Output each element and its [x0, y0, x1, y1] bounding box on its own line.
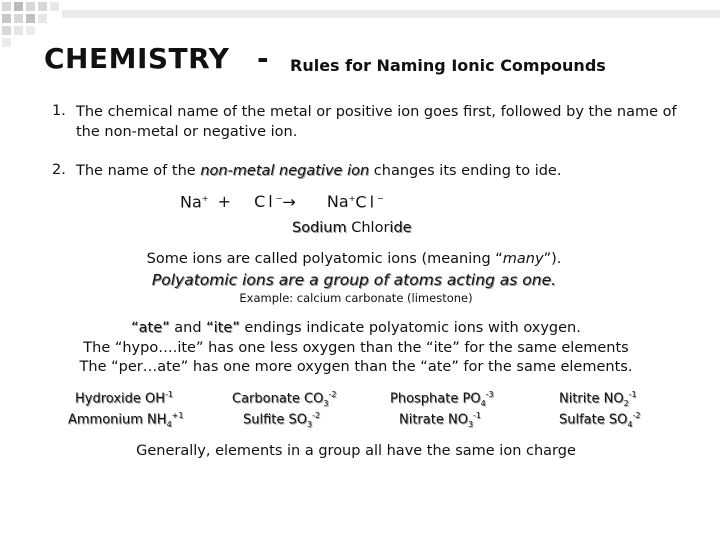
- eq-product-cl-charge: −: [377, 194, 384, 203]
- rule-2-ending: ide: [534, 163, 557, 179]
- rule-2-text: [76, 161, 561, 181]
- eq-plus: +: [217, 192, 231, 212]
- rule-2-middle: changes its ending to: [369, 163, 535, 179]
- eq-na: Na: [180, 192, 202, 212]
- polyatomic-definition: Polyatomic ions are a group of atoms acting as one.: [151, 271, 557, 289]
- eq-product-na-charge: +: [348, 194, 356, 203]
- ion-nitrite-name: Nitrite NO: [559, 391, 624, 407]
- ending-ate: “ate”: [131, 320, 170, 336]
- rule-1-text: [76, 102, 677, 142]
- ion-ammonium: [68, 411, 183, 429]
- ion-carbonate-charge: -2: [328, 390, 337, 399]
- endings-rest: endings indicate polyatomic ions with oxygen.: [239, 320, 581, 336]
- ion-nitrite: [559, 390, 637, 408]
- title-dash: -: [257, 42, 269, 75]
- ion-nitrite-subscript: 2: [623, 398, 629, 408]
- ion-sulfate-charge: -2: [632, 411, 641, 420]
- ion-carbonate: [232, 390, 336, 408]
- rule-1-line-2: the non-metal or negative ion.: [76, 124, 298, 140]
- ion-sulfite-name: Sulfite SO: [243, 412, 308, 428]
- ion-nitrate: [399, 411, 481, 429]
- ion-phosphate: [390, 390, 494, 408]
- ion-carbonate-name: Carbonate CO: [232, 391, 324, 407]
- page-subtitle: Rules for Naming Ionic Compounds: [290, 56, 606, 75]
- ion-sulfite-charge: -2: [312, 411, 321, 420]
- eq-product-cl: Cl: [355, 192, 378, 212]
- ion-ammonium-subscript: 4: [166, 419, 172, 429]
- page-title: CHEMISTRY: [44, 42, 230, 75]
- rule-2-suffix: .: [556, 163, 562, 179]
- ion-hydroxide-charge: -1: [165, 390, 174, 399]
- endings-and: and: [169, 320, 207, 336]
- ion-carbonate-subscript: 3: [323, 398, 329, 408]
- ending-ite: “ite”: [206, 320, 240, 336]
- ion-sulfate-name: Sulfate SO: [559, 412, 628, 428]
- ion-ammonium-charge: +1: [171, 411, 184, 420]
- eq-cl-charge: −: [275, 194, 283, 203]
- footer-note: Generally, elements in a group all have the same ion charge: [136, 443, 576, 459]
- ion-nitrate-name: Nitrate NO: [399, 412, 468, 428]
- rule-2-highlight: non-metal negative ion: [200, 163, 370, 179]
- corner-grid-decoration: [0, 0, 720, 44]
- endings-line: [0, 320, 716, 336]
- polyatomic-many: many: [502, 251, 544, 267]
- ion-hydroxide: [75, 390, 173, 406]
- ion-sulfate: [559, 411, 640, 429]
- product-name-sodium: Sodium: [292, 220, 347, 236]
- product-name-ide: ide: [389, 220, 412, 236]
- ion-phosphate-subscript: 4: [480, 398, 486, 408]
- ion-nitrate-subscript: 3: [467, 419, 474, 429]
- polyatomic-intro: [0, 251, 714, 267]
- eq-arrow: →: [282, 192, 296, 212]
- polyatomic-intro-middle: ions (meaning “: [382, 251, 503, 267]
- ion-hydroxide-name: Hydroxide OH: [75, 391, 166, 407]
- ion-sulfite: [243, 411, 320, 429]
- polyatomic-example: Example: calcium carbonate (limestone): [239, 291, 473, 305]
- ion-phosphate-name: Phosphate PO: [390, 391, 481, 407]
- product-name-chlor: Chlor: [346, 220, 390, 236]
- rule-1-line-1: The chemical name of the metal or positive ion goes first, followed by the name of: [76, 104, 677, 120]
- eq-product-na: Na: [326, 192, 349, 212]
- polyatomic-intro-prefix: Some ions are called: [146, 251, 303, 267]
- ion-ammonium-name: Ammonium NH: [68, 412, 167, 428]
- polyatomic-keyword: polyatomic: [302, 251, 383, 267]
- rule-2-number: 2.: [52, 162, 66, 178]
- product-name: [292, 218, 412, 238]
- rule-2-prefix: The name of the: [76, 163, 201, 179]
- eq-cl: Cl: [254, 192, 276, 212]
- ion-sulfate-subscript: 4: [627, 419, 633, 429]
- ion-nitrate-charge: -1: [473, 411, 482, 420]
- ion-phosphate-charge: -3: [485, 390, 494, 399]
- ion-sulfite-subscript: 3: [307, 419, 313, 429]
- eq-na-charge: +: [201, 194, 209, 203]
- ion-nitrite-charge: -1: [628, 390, 637, 399]
- per-rule: The “per…ate” has one more oxygen than the “ate” for the same elements.: [79, 359, 633, 375]
- equation: [180, 189, 384, 212]
- hypo-rule: The “hypo….ite” has one less oxygen than the “ite” for the same elements: [83, 340, 629, 356]
- polyatomic-intro-suffix: ”).: [543, 251, 562, 267]
- rule-1-number: 1.: [52, 103, 66, 119]
